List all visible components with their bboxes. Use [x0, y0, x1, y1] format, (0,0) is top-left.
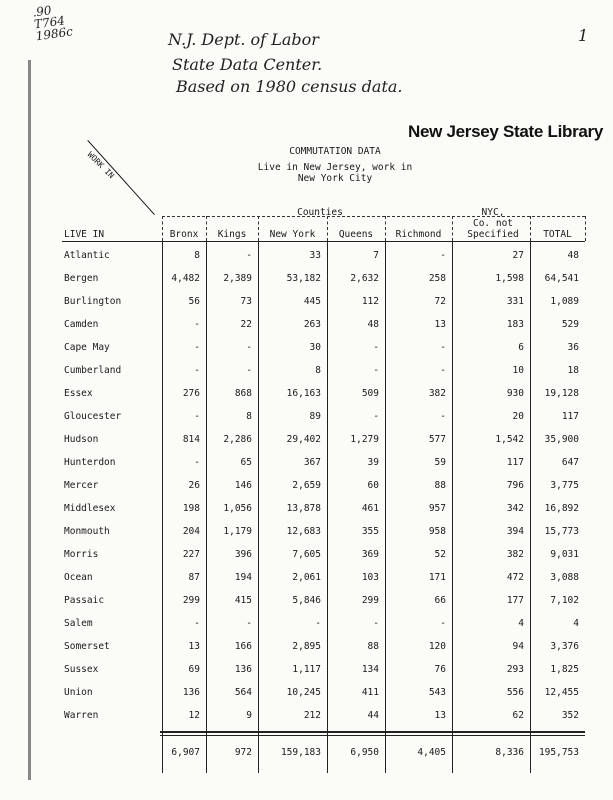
- table-cell: 3,088: [550, 572, 579, 583]
- row-label: Morris: [64, 549, 99, 560]
- row-label: Union: [64, 687, 93, 698]
- table-cell: 136: [182, 687, 200, 698]
- table-cell: 382: [506, 549, 524, 560]
- table-cell: 52: [434, 549, 446, 560]
- table-cell: -: [194, 319, 200, 330]
- table-cell: 930: [506, 388, 524, 399]
- table-cell: -: [194, 457, 200, 468]
- table-subtitle-1: Live in New Jersey, work in: [257, 162, 413, 173]
- row-label: Somerset: [64, 641, 110, 652]
- table-cell: 796: [506, 480, 524, 491]
- table-cell: 7,102: [550, 595, 579, 606]
- table-cell: 72: [434, 296, 446, 307]
- row-label: Cumberland: [64, 365, 122, 376]
- table-cell: 415: [234, 595, 252, 606]
- table-cell: 556: [506, 687, 524, 698]
- table-cell: -: [246, 618, 252, 629]
- table-cell: 60: [367, 480, 379, 491]
- table-title: COMMUTATION DATA: [289, 146, 381, 157]
- table-cell: 13: [434, 710, 446, 721]
- table-cell: 136: [234, 664, 252, 675]
- header-col-dash: [258, 216, 259, 241]
- table-cell: 2,659: [292, 480, 321, 491]
- table-cell: 868: [234, 388, 252, 399]
- counties-group-header: Counties: [297, 207, 343, 218]
- table-cell: 183: [506, 319, 524, 330]
- header-diagonal-line: [87, 140, 155, 215]
- table-cell: 369: [361, 549, 379, 560]
- table-cell: 293: [506, 664, 524, 675]
- table-cell: 39: [367, 457, 379, 468]
- table-cell: 27: [512, 250, 524, 261]
- table-cell: 4: [518, 618, 524, 629]
- nyc-header-1: NYC,: [481, 207, 505, 218]
- handwritten-line-3: Based on 1980 census data.: [176, 77, 403, 96]
- table-cell: -: [373, 618, 379, 629]
- total-cell: 159,183: [280, 747, 321, 758]
- table-cell: 88: [367, 641, 379, 652]
- table-cell: 1,117: [292, 664, 321, 675]
- table-cell: 29,402: [286, 434, 321, 445]
- table-cell: 3,376: [550, 641, 579, 652]
- table-cell: 36: [567, 342, 579, 353]
- total-cell: 6,950: [350, 747, 379, 758]
- table-cell: -: [440, 365, 446, 376]
- table-cell: 1,542: [495, 434, 524, 445]
- table-cell: 564: [234, 687, 252, 698]
- table-cell: 2,632: [350, 273, 379, 284]
- handwritten-line-1: N.J. Dept. of Labor: [168, 30, 319, 49]
- table-cell: -: [440, 411, 446, 422]
- table-cell: 59: [434, 457, 446, 468]
- table-cell: 276: [182, 388, 200, 399]
- row-label: Monmouth: [64, 526, 110, 537]
- table-cell: 117: [561, 411, 579, 422]
- table-cell: 103: [361, 572, 379, 583]
- table-cell: 958: [428, 526, 446, 537]
- table-cell: 13: [434, 319, 446, 330]
- table-cell: 89: [309, 411, 321, 422]
- table-cell: -: [440, 342, 446, 353]
- header-col-dash: [585, 216, 586, 241]
- table-cell: 342: [506, 503, 524, 514]
- table-cell: 814: [182, 434, 200, 445]
- table-cell: 15,773: [544, 526, 579, 537]
- row-label: Salem: [64, 618, 93, 629]
- table-cell: 194: [234, 572, 252, 583]
- table-cell: 76: [434, 664, 446, 675]
- table-cell: 1,056: [223, 503, 252, 514]
- totals-rule: [160, 731, 585, 733]
- table-cell: 543: [428, 687, 446, 698]
- row-label: Hudson: [64, 434, 99, 445]
- table-cell: 12,455: [544, 687, 579, 698]
- table-cell: 9: [246, 710, 252, 721]
- table-cell: 56: [188, 296, 200, 307]
- column-header: Bronx: [169, 229, 199, 240]
- header-col-dash: [385, 216, 386, 241]
- table-cell: 9,031: [550, 549, 579, 560]
- table-subtitle-2: New York City: [297, 173, 373, 184]
- table-cell: 8: [315, 365, 321, 376]
- handwritten-line-2: State Data Center.: [172, 55, 323, 74]
- page-number: 1: [578, 26, 589, 45]
- totals-rule-2: [160, 735, 585, 736]
- row-label: Atlantic: [64, 250, 110, 261]
- column-header: Queens: [338, 229, 374, 240]
- table-cell: 394: [506, 526, 524, 537]
- table-cell: 53,182: [286, 273, 321, 284]
- table-cell: 134: [361, 664, 379, 675]
- table-cell: 1,089: [550, 296, 579, 307]
- row-label: Burlington: [64, 296, 122, 307]
- table-cell: 94: [512, 641, 524, 652]
- header-bottom-rule: [62, 241, 585, 242]
- total-cell: 4,405: [417, 747, 446, 758]
- table-cell: -: [194, 618, 200, 629]
- table-cell: 352: [561, 710, 579, 721]
- column-header: Kings: [217, 229, 247, 240]
- table-cell: 957: [428, 503, 446, 514]
- table-cell: -: [315, 618, 321, 629]
- table-cell: 299: [182, 595, 200, 606]
- table-cell: 4: [573, 618, 579, 629]
- row-label: Essex: [64, 388, 93, 399]
- table-cell: 171: [428, 572, 446, 583]
- table-cell: 120: [428, 641, 446, 652]
- column-header: Richmond: [395, 229, 442, 240]
- table-cell: 177: [506, 595, 524, 606]
- corner-code: .90 T764 1986c: [31, 3, 74, 44]
- table-cell: -: [194, 411, 200, 422]
- table-cell: 62: [512, 710, 524, 721]
- row-label: Passaic: [64, 595, 105, 606]
- table-cell: -: [373, 342, 379, 353]
- table-cell: 8: [194, 250, 200, 261]
- row-label: Camden: [64, 319, 99, 330]
- table-cell: -: [373, 411, 379, 422]
- table-cell: 44: [367, 710, 379, 721]
- total-cell: 6,907: [171, 747, 200, 758]
- column-header: LIVE IN: [64, 229, 105, 240]
- row-label: Hunterdon: [64, 457, 116, 468]
- table-cell: -: [246, 250, 252, 261]
- total-cell: 972: [234, 747, 252, 758]
- row-label: Gloucester: [64, 411, 122, 422]
- table-cell: 2,061: [292, 572, 321, 583]
- table-cell: 166: [234, 641, 252, 652]
- header-col-dash: [452, 216, 453, 241]
- nyc-header-2: Co. not: [472, 218, 514, 229]
- table-cell: 4,482: [171, 273, 200, 284]
- nyc-header-3: Specified: [467, 229, 519, 240]
- table-cell: 13: [188, 641, 200, 652]
- table-cell: 2,286: [223, 434, 252, 445]
- table-cell: 64,541: [544, 273, 579, 284]
- row-label: Mercer: [64, 480, 99, 491]
- table-cell: 1,179: [223, 526, 252, 537]
- table-cell: 445: [303, 296, 321, 307]
- table-cell: 22: [240, 319, 252, 330]
- table-cell: 87: [188, 572, 200, 583]
- table-cell: 647: [561, 457, 579, 468]
- table-cell: 258: [428, 273, 446, 284]
- table-cell: 198: [182, 503, 200, 514]
- table-cell: 88: [434, 480, 446, 491]
- table-cell: 396: [234, 549, 252, 560]
- table-cell: 1,598: [495, 273, 524, 284]
- table-cell: -: [246, 365, 252, 376]
- table-cell: 367: [303, 457, 321, 468]
- table-cell: -: [440, 250, 446, 261]
- binder-margin-line: [28, 60, 31, 780]
- table-cell: 117: [506, 457, 524, 468]
- row-label: Warren: [64, 710, 99, 721]
- table-cell: 12: [188, 710, 200, 721]
- header-col-dash: [530, 216, 531, 241]
- table-cell: 12,683: [286, 526, 321, 537]
- table-cell: 35,900: [544, 434, 579, 445]
- library-stamp: New Jersey State Library: [408, 122, 604, 141]
- table-cell: 33: [309, 250, 321, 261]
- header-col-dash: [162, 216, 163, 241]
- header-col-dash: [206, 216, 207, 241]
- table-cell: 13,878: [286, 503, 321, 514]
- table-cell: 5,846: [292, 595, 321, 606]
- row-label: Sussex: [64, 664, 99, 675]
- table-cell: 227: [182, 549, 200, 560]
- table-cell: 48: [567, 250, 579, 261]
- table-cell: 472: [506, 572, 524, 583]
- row-label: Bergen: [64, 273, 99, 284]
- table-cell: -: [246, 342, 252, 353]
- table-cell: 263: [303, 319, 321, 330]
- table-cell: 204: [182, 526, 200, 537]
- header-col-dash: [327, 216, 328, 241]
- table-cell: 10: [512, 365, 524, 376]
- table-cell: 577: [428, 434, 446, 445]
- table-cell: 48: [367, 319, 379, 330]
- table-cell: 16,163: [286, 388, 321, 399]
- table-cell: 509: [361, 388, 379, 399]
- table-cell: 7,605: [292, 549, 321, 560]
- table-cell: 331: [506, 296, 524, 307]
- row-label: Middlesex: [64, 503, 116, 514]
- total-cell: 8,336: [495, 747, 524, 758]
- table-cell: 26: [188, 480, 200, 491]
- table-cell: 10,245: [286, 687, 321, 698]
- table-cell: -: [373, 365, 379, 376]
- table-cell: 69: [188, 664, 200, 675]
- column-header: TOTAL: [543, 229, 572, 240]
- table-cell: 461: [361, 503, 379, 514]
- table-cell: 19,128: [544, 388, 579, 399]
- table-cell: 299: [361, 595, 379, 606]
- table-cell: 2,895: [292, 641, 321, 652]
- table-cell: 73: [240, 296, 252, 307]
- table-cell: 6: [518, 342, 524, 353]
- table-cell: 8: [246, 411, 252, 422]
- table-cell: 529: [561, 319, 579, 330]
- table-cell: 3,775: [550, 480, 579, 491]
- table-cell: 18: [567, 365, 579, 376]
- table-cell: 65: [240, 457, 252, 468]
- table-cell: 382: [428, 388, 446, 399]
- table-cell: 66: [434, 595, 446, 606]
- row-label: Ocean: [64, 572, 93, 583]
- table-cell: 2,389: [223, 273, 252, 284]
- table-cell: -: [194, 365, 200, 376]
- total-cell: 195,753: [538, 747, 579, 758]
- column-header: New York: [269, 229, 316, 240]
- table-cell: 1,825: [550, 664, 579, 675]
- table-cell: 1,279: [350, 434, 379, 445]
- table-cell: 30: [309, 342, 321, 353]
- table-cell: 16,892: [544, 503, 579, 514]
- table-cell: 7: [373, 250, 379, 261]
- table-cell: -: [440, 618, 446, 629]
- table-cell: 355: [361, 526, 379, 537]
- table-cell: 112: [361, 296, 379, 307]
- table-cell: 411: [361, 687, 379, 698]
- row-label: Cape May: [64, 342, 110, 353]
- table-cell: 20: [512, 411, 524, 422]
- diagonal-label: WORK IN: [85, 150, 116, 181]
- table-cell: 146: [234, 480, 252, 491]
- header-top-dash: [162, 216, 585, 217]
- table-cell: -: [194, 342, 200, 353]
- table-cell: 212: [303, 710, 321, 721]
